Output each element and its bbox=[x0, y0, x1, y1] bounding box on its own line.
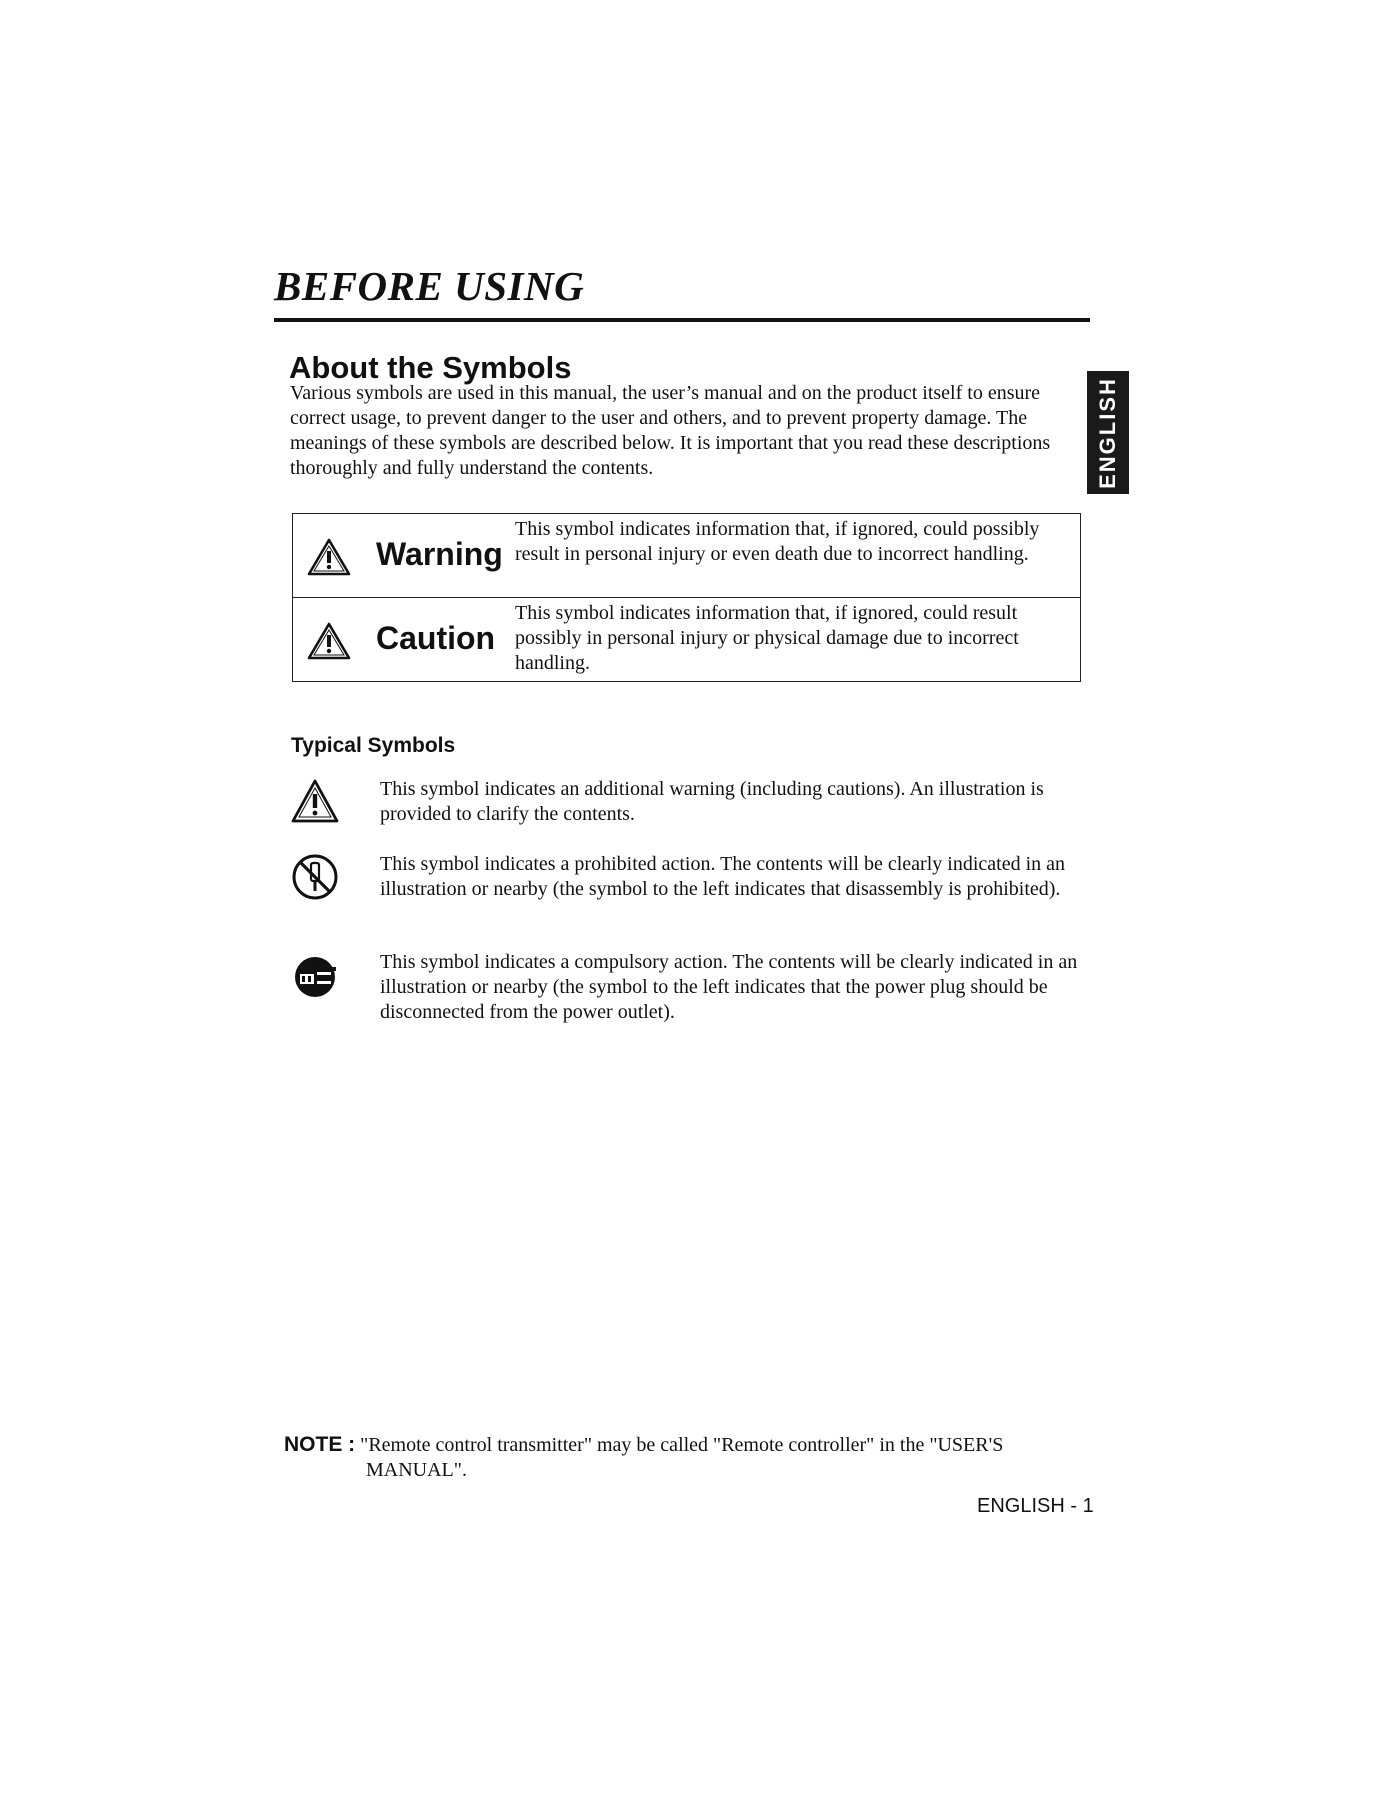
warning-label: Warning bbox=[376, 536, 503, 572]
page-number: ENGLISH - 1 bbox=[977, 1495, 1094, 1517]
unplug-power-icon bbox=[290, 950, 340, 1000]
typical-symbol-text: This symbol indicates a compulsory action. The contents will be clearly indicated in an illustration or nearby (the symbol to the left indicates that the power plug should be disconnected from the power outlet). bbox=[380, 951, 1078, 1023]
typical-symbol-text: This symbol indicates a prohibited action. The contents will be clearly indicated in an illustration or nearby (the symbol to the left indicates that disassembly is prohibited). bbox=[380, 853, 1065, 900]
typical-symbol-item bbox=[290, 777, 1090, 833]
note bbox=[284, 1432, 1104, 1483]
typical-symbol-text: This symbol indicates an additional warning (including cautions). An illustration is provided to clarify the contents. bbox=[380, 778, 1044, 825]
language-side-tab bbox=[1087, 371, 1129, 494]
no-disassembly-icon bbox=[290, 852, 340, 902]
caution-label: Caution bbox=[376, 620, 496, 656]
symbol-row-warning bbox=[293, 514, 1080, 598]
warning-triangle-icon bbox=[307, 622, 351, 660]
warning-description: This symbol indicates information that, if ignored, could possibly result in personal injury or even death due to incorrect handling. bbox=[515, 518, 1040, 565]
section-title: BEFORE USING bbox=[274, 263, 585, 309]
title-rule bbox=[274, 318, 1090, 322]
caution-description: This symbol indicates information that, if ignored, could result possibly in personal injury or physical damage due to incorrect handling. bbox=[515, 602, 1019, 674]
about-heading: About the Symbols bbox=[289, 350, 572, 385]
side-tab-label: ENGLISH bbox=[1095, 376, 1120, 489]
typical-symbol-item bbox=[290, 950, 1090, 1030]
note-text-line2: MANUAL". bbox=[366, 1459, 467, 1481]
typical-symbol-item bbox=[290, 852, 1090, 932]
warning-triangle-icon bbox=[290, 777, 340, 827]
intro-paragraph: Various symbols are used in this manual, the user’s manual and on the product itself to ensure correct usage, to prevent danger to the user and others, and to prevent property damage. The meanings of these symbols are described below. It is important that you read these descriptions thoroughly and fully understand the contents. bbox=[290, 382, 1051, 479]
typical-symbols-heading: Typical Symbols bbox=[291, 734, 456, 757]
symbol-row-caution bbox=[293, 598, 1080, 682]
warning-triangle-icon bbox=[307, 538, 351, 576]
symbol-table bbox=[292, 513, 1081, 682]
note-text-line1: "Remote control transmitter" may be called "Remote controller" in the "USER'S bbox=[360, 1434, 1004, 1456]
note-label: NOTE : bbox=[284, 1433, 356, 1456]
